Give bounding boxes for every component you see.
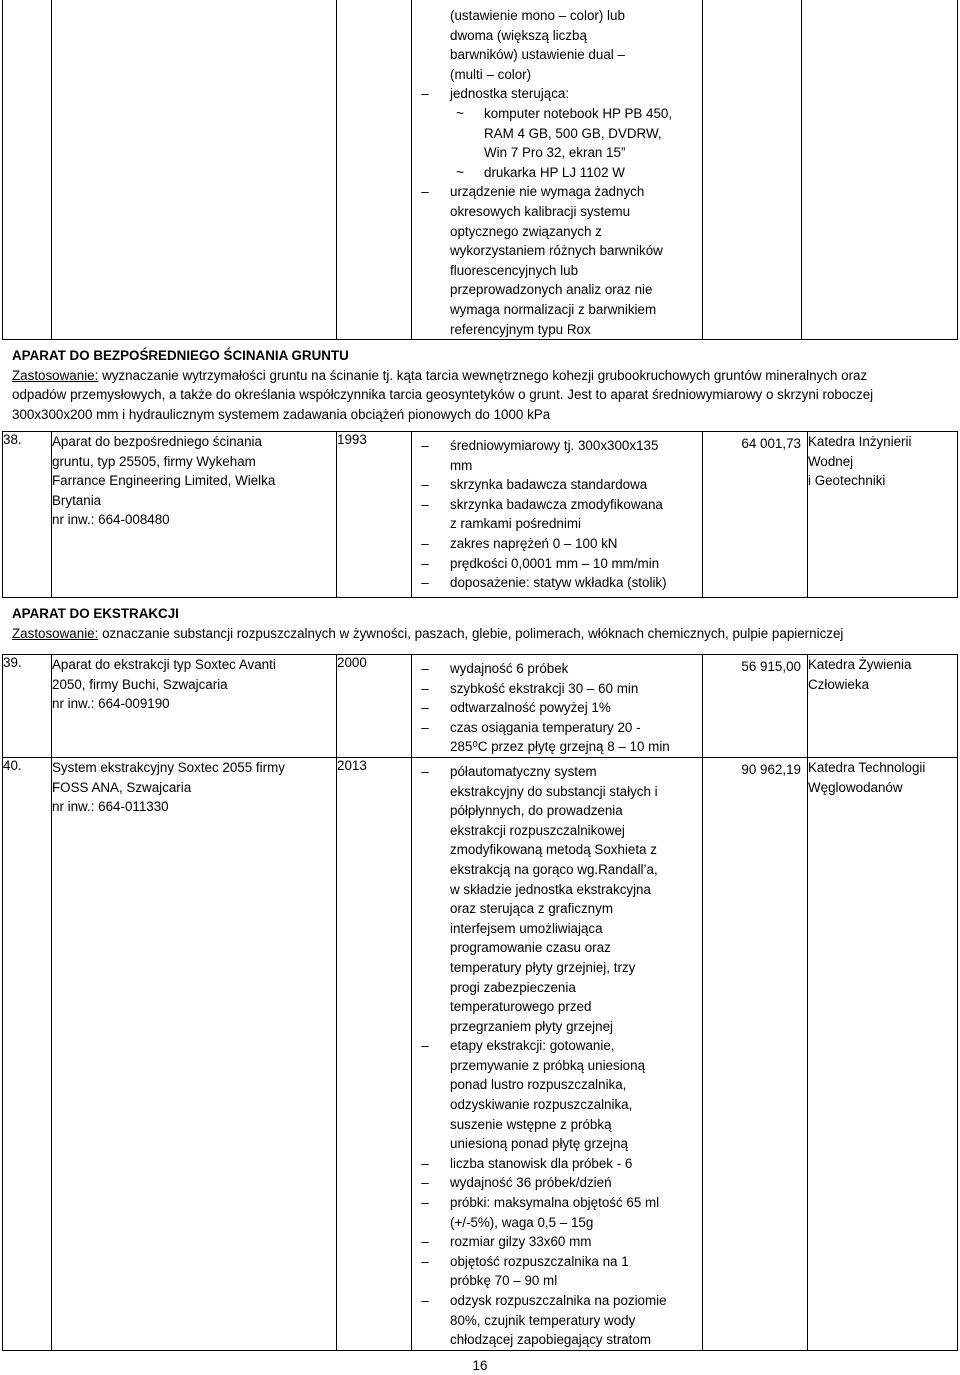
name-line: nr inw.: 664-008480	[52, 512, 170, 528]
spec-continuation: przegrzaniem płyty grzejnej	[450, 1018, 613, 1034]
tilde-bullet-icon: ~	[456, 105, 464, 121]
year	[337, 757, 412, 1350]
department	[808, 655, 958, 758]
equipment-table-39-40	[2, 654, 958, 1351]
spec-bullet-item	[412, 1193, 702, 1213]
value	[703, 655, 808, 758]
spec-text: odzysk rozpuszczalnika na poziomie	[450, 1293, 667, 1308]
spec-bullet-item	[412, 1036, 702, 1056]
spec-continuation: półpłynnych, do prowadzenia	[450, 803, 623, 819]
spec-text: skrzynka badawcza standardowa	[450, 477, 648, 493]
usage-text: odpadów przemysłowych, a także do określania współczynnika tarcia geosyntetyków o grunt. Jest to aparat średniowymiarowy o skrzyni roboczej	[12, 387, 874, 403]
name-line: gruntu, typ 25505, firmy Wykeham	[52, 453, 256, 469]
dept-line: Katedra Żywienia	[808, 657, 912, 672]
spec-sub-item	[412, 163, 702, 183]
spec-continuation: optycznego związanych z	[450, 223, 602, 239]
spec-continuation: ponad lustro rozpuszczalnika,	[450, 1077, 627, 1093]
spec-continuation: mm	[450, 457, 473, 473]
spec-bullet-item	[412, 475, 702, 495]
spec-continuation: w składzie jednostka ekstrakcyjna	[450, 881, 651, 897]
value-text: 56 915,00	[741, 659, 801, 674]
row-number	[3, 655, 52, 758]
dash-bullet-icon: –	[421, 555, 429, 571]
dash-bullet-icon: –	[421, 700, 429, 716]
dash-bullet-icon: –	[421, 575, 429, 591]
spec-text: prędkości 0,0001 mm – 10 mm/min	[450, 555, 660, 571]
spec-continuation: programowanie czasu oraz	[450, 940, 611, 956]
usage-text: oznaczanie substancji rozpuszczalnych w żywności, paszach, glebie, polimerach, włóknach chemicznych, pulpie papierniczej	[98, 625, 844, 641]
spec-continuation: RAM 4 GB, 500 GB, DVDRW,	[484, 125, 662, 141]
usage-label: Zastosowanie:	[12, 625, 99, 641]
spec-continuation: okresowych kalibracji systemu	[450, 203, 631, 219]
name-cell	[52, 0, 337, 340]
spec-text: urządzenie nie wymaga żadnych	[450, 184, 645, 200]
dept-line: Katedra Inżynierii	[808, 434, 912, 449]
spec-bullet-item	[412, 762, 702, 782]
dept-line: Człowieka	[808, 676, 870, 692]
spec-text: średniowymiarowy tj. 300x300x135	[450, 438, 659, 453]
spec-continuation: chłodzącej zapobiegający stratom	[450, 1332, 651, 1348]
department	[808, 432, 958, 598]
dash-bullet-icon: –	[421, 86, 429, 102]
dash-bullet-icon: –	[421, 1293, 429, 1308]
spec-continuation: (multi – color)	[450, 66, 532, 82]
spec-bullet-item	[412, 718, 702, 738]
spec-continuation: (+/-5%), waga 0,5 – 15g	[450, 1214, 594, 1230]
spec-bullet-item	[412, 659, 702, 679]
dept-line: Węglowodanów	[808, 779, 903, 795]
name-line: nr inw.: 664-011330	[52, 799, 169, 815]
spec-continuation: suszenie wstępne z próbką	[450, 1116, 612, 1132]
spec-bullet-item	[412, 84, 702, 104]
spec-continuation: wymaga normalizacji z barwnikiem	[450, 301, 657, 317]
spec-text: etapy ekstrakcji: gotowanie,	[450, 1038, 615, 1054]
specification	[412, 655, 703, 758]
top-continuation-table	[2, 0, 958, 340]
specification	[412, 757, 703, 1350]
spec-text: wydajność 36 próbek/dzień	[450, 1175, 612, 1191]
spec-bullet-item	[412, 182, 702, 202]
spec-continuation: ekstrakcyjny do substancji stałych i	[450, 783, 658, 799]
usage-label: Zastosowanie:	[12, 367, 99, 383]
spec-list	[412, 436, 702, 593]
department	[808, 757, 958, 1350]
num-cell	[3, 0, 52, 340]
row-number	[3, 757, 52, 1350]
year-text: 1993	[337, 432, 367, 447]
spec-continuation: Win 7 Pro 32, ekran 15”	[484, 145, 626, 161]
section-shear-apparatus	[12, 346, 952, 424]
name-line: Brytania	[52, 492, 102, 508]
spec-bullet-item	[412, 436, 702, 456]
spec-cell	[412, 0, 703, 340]
dash-bullet-icon: –	[421, 1155, 429, 1171]
spec-continuation: fluorescencyjnych lub	[450, 262, 579, 278]
spec-continuation: oraz sterująca z graficznym	[450, 901, 613, 917]
specification	[412, 432, 703, 598]
name-line: System ekstrakcyjny Soxtec 2055 firmy	[52, 759, 285, 775]
year-text: 2000	[337, 655, 367, 670]
spec-bullet-item	[412, 1252, 702, 1272]
usage-text: 300x300x200 mm i hydraulicznym systemem zadawania obciążeń pionowych do 1000 kPa	[12, 406, 551, 422]
spec-text: doposażenie: statyw wkładka (stolik)	[450, 575, 667, 591]
tilde-bullet-icon: ~	[456, 164, 464, 180]
spec-continuation: 285⁰C przez płytę grzejną 8 – 10 min	[450, 739, 670, 755]
spec-text: skrzynka badawcza zmodyfikowana	[450, 496, 663, 512]
spec-continuation: odzyskiwanie rozpuszczalnika,	[450, 1097, 633, 1113]
spec-continuation: uniesioną ponad płytę grzejną	[450, 1136, 628, 1152]
spec-text: czas osiągania temperatury 20 -	[450, 719, 641, 735]
dash-bullet-icon: –	[421, 1195, 429, 1211]
spec-bullet-item	[412, 554, 702, 574]
row-number	[3, 432, 52, 598]
spec-bullet-item	[412, 1291, 702, 1311]
spec-continuation: temperatury płyty grzejniej, trzy	[450, 959, 636, 975]
value	[703, 432, 808, 598]
spec-list	[412, 659, 702, 757]
row-number-text: 39.	[3, 655, 22, 670]
spec-bullet-item	[412, 698, 702, 718]
dash-bullet-icon: –	[421, 680, 429, 696]
section-extraction-apparatus	[12, 604, 952, 643]
row-number-text: 38.	[3, 432, 22, 447]
dept-line: i Geotechniki	[808, 473, 886, 489]
spec-continuation: progi zabezpieczenia	[450, 979, 576, 995]
dash-bullet-icon: –	[421, 184, 429, 200]
spec-text: półautomatyczny system	[450, 763, 597, 779]
value-text: 90 962,19	[741, 761, 801, 777]
section-heading: APARAT DO BEZPOŚREDNIEGO ŚCINANIA GRUNTU	[12, 348, 349, 363]
spec-text: odtwarzalność powyżej 1%	[450, 700, 611, 716]
section-heading: APARAT DO EKSTRAKCJI	[12, 606, 179, 621]
spec-continuation: przeprowadzonych analiz oraz nie	[450, 282, 653, 298]
dash-bullet-icon: –	[421, 1253, 429, 1269]
dash-bullet-icon: –	[421, 1175, 429, 1191]
spec-text: wydajność 6 próbek	[450, 661, 569, 676]
spec-continuation: przemywanie z próbką uniesioną	[450, 1057, 646, 1073]
year-cell	[337, 0, 412, 340]
spec-bullet-item	[412, 573, 702, 593]
spec-text: rozmiar gilzy 33x60 mm	[450, 1234, 592, 1250]
spec-continuation: ekstrakcją na gorąco wg.Randall’a,	[450, 861, 658, 877]
name-line: 2050, firmy Buchi, Szwajcaria	[52, 676, 228, 692]
name-line: FOSS ANA, Szwajcaria	[52, 779, 192, 795]
spec-continuation: interfejsem umożliwiająca	[450, 920, 603, 936]
equipment-name	[52, 655, 337, 758]
spec-text: liczba stanowisk dla próbek - 6	[450, 1155, 633, 1171]
dept-cell	[802, 0, 958, 340]
spec-bullet-item	[412, 1154, 702, 1174]
spec-continuation: referencyjnym typu Rox	[450, 321, 591, 337]
value-text: 64 001,73	[741, 436, 801, 451]
usage-text: wyznaczanie wytrzymałości gruntu na ścinanie tj. kąta tarcia wewnętrznego kohezji grubookruchowych gruntów mineralnych oraz	[98, 367, 868, 383]
spec-list	[412, 6, 702, 339]
value	[703, 757, 808, 1350]
dash-bullet-icon: –	[421, 763, 429, 779]
page-number: 16	[472, 1358, 488, 1373]
spec-sub-item	[412, 104, 702, 124]
name-line: Farrance Engineering Limited, Wielka	[52, 473, 276, 489]
dash-bullet-icon: –	[421, 719, 429, 735]
name-line: Aparat do ekstrakcji typ Soxtec Avanti	[52, 657, 276, 672]
spec-text: komputer notebook HP PB 450,	[484, 105, 673, 121]
spec-continuation: temperaturowego przed	[450, 999, 592, 1015]
equipment-name	[52, 432, 337, 598]
dash-bullet-icon: –	[421, 477, 429, 493]
spec-bullet-item	[412, 534, 702, 554]
dash-bullet-icon: –	[421, 1234, 429, 1250]
dash-bullet-icon: –	[421, 1038, 429, 1054]
spec-bullet-item	[412, 1173, 702, 1193]
year	[337, 655, 412, 758]
equipment-table-38	[2, 431, 958, 598]
dash-bullet-icon: –	[421, 496, 429, 512]
spec-continuation: wykorzystaniem różnych barwników	[450, 243, 663, 259]
dept-line: Wodnej	[808, 453, 854, 469]
year-text: 2013	[337, 757, 367, 773]
dash-bullet-icon: –	[421, 661, 429, 676]
dash-bullet-icon: –	[421, 535, 429, 551]
spec-list	[412, 762, 702, 1350]
spec-text: objętość rozpuszczalnika na 1	[450, 1253, 629, 1269]
spec-text: próbki: maksymalna objętość 65 ml	[450, 1195, 660, 1211]
spec-text: szybkość ekstrakcji 30 – 60 min	[450, 680, 639, 696]
spec-bullet-item	[412, 495, 702, 515]
spec-continuation: 80%, czujnik temperatury wody	[450, 1312, 636, 1328]
spec-continuation: zmodyfikowaną metodą Soxhieta z	[450, 842, 657, 858]
equipment-name	[52, 757, 337, 1350]
spec-continuation: ekstrakcji rozpuszczalnikowej	[450, 822, 625, 838]
row-number-text: 40.	[3, 757, 22, 773]
name-line: nr inw.: 664-009190	[52, 696, 170, 712]
spec-bullet-item	[412, 1232, 702, 1252]
spec-continuation: dwoma (większą liczbą	[450, 27, 587, 43]
spec-bullet-item	[412, 679, 702, 699]
spec-continuation: barwników) ustawienie dual –	[450, 47, 625, 63]
dash-bullet-icon: –	[421, 438, 429, 453]
spec-continuation: z ramkami pośrednimi	[450, 516, 581, 532]
name-line: Aparat do bezpośredniego ścinania	[52, 434, 262, 449]
spec-text: drukarka HP LJ 1102 W	[484, 164, 625, 180]
spec-text: jednostka sterująca:	[450, 86, 570, 102]
year	[337, 432, 412, 598]
spec-text: zakres naprężeń 0 – 100 kN	[450, 535, 618, 551]
dept-line: Katedra Technologii	[808, 759, 926, 775]
spec-continuation: (ustawienie mono – color) lub	[450, 8, 625, 23]
value-cell	[703, 0, 802, 340]
spec-continuation: próbkę 70 – 90 ml	[450, 1273, 558, 1289]
